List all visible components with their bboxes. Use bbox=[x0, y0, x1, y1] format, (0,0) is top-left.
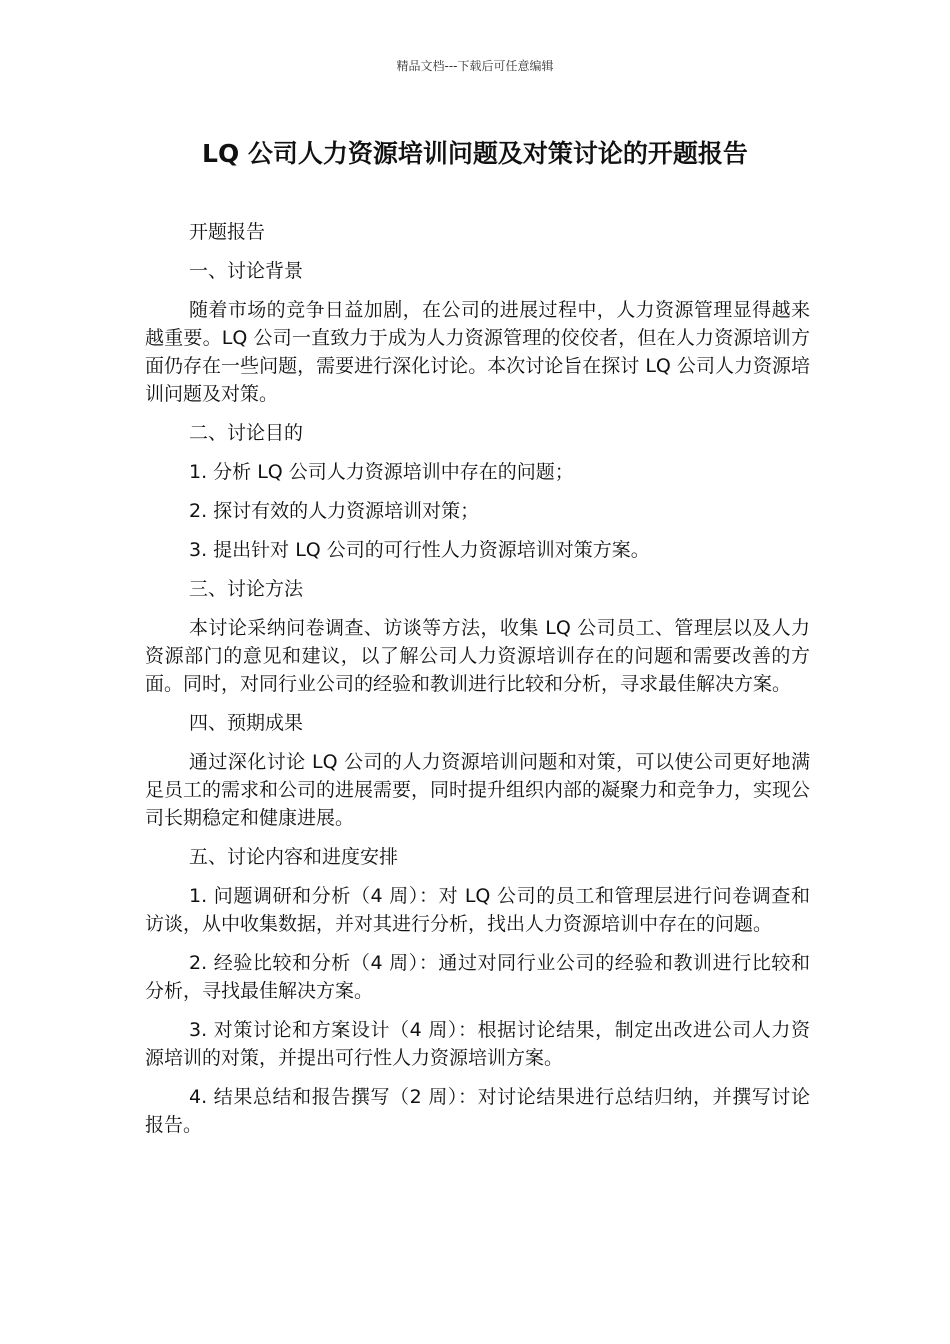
list-item-purpose-2: 2. 探讨有效的人力资源培训对策； bbox=[189, 500, 480, 522]
section-heading-method: 三、讨论方法 bbox=[189, 578, 304, 600]
schedule-item-2: 2. 经验比较和分析（4 周）：通过对同行业公司的经验和教训进行比较和分析，寻找最佳解决方案。 bbox=[145, 952, 810, 1002]
list-item-purpose-1: 1. 分析 LQ 公司人力资源培训中存在的问题； bbox=[189, 461, 574, 483]
section-heading-purpose: 二、讨论目的 bbox=[189, 422, 304, 444]
document-title: LQ 公司人力资源培训问题及对策讨论的开题报告 bbox=[202, 139, 748, 168]
document-body bbox=[145, 218, 810, 1150]
paragraph-method: 本讨论采纳问卷调查、访谈等方法，收集 LQ 公司员工、管理层以及人力资源部门的意见和建议，以了解公司人力资源培训存在的问题和需要改善的方面。同时，对同行业公司的经验和教训进行比较和分析，寻求最佳解决方案。 bbox=[145, 617, 810, 695]
schedule-item-1: 1. 问题调研和分析（4 周）：对 LQ 公司的员工和管理层进行问卷调查和访谈，从中收集数据，并对其进行分析，找出人力资源培训中存在的问题。 bbox=[145, 885, 810, 935]
page-header: 精品文档---下载后可任意编辑 bbox=[396, 59, 554, 73]
paragraph-background: 随着市场的竞争日益加剧，在公司的进展过程中，人力资源管理显得越来越重要。LQ 公司一直致力于成为人力资源管理的佼佼者，但在人力资源培训方面仍存在一些问题，需要进行深化讨论。本次讨论旨在探讨 LQ 公司人力资源培训问题及对策。 bbox=[145, 299, 810, 405]
section-heading-outcomes: 四、预期成果 bbox=[189, 712, 304, 734]
paragraph-outcomes: 通过深化讨论 LQ 公司的人力资源培训问题和对策，可以使公司更好地满足员工的需求和公司的进展需要，同时提升组织内部的凝聚力和竞争力，实现公司长期稳定和健康进展。 bbox=[145, 751, 811, 829]
list-item-purpose-3: 3. 提出针对 LQ 公司的可行性人力资源培训对策方案。 bbox=[189, 539, 650, 561]
section-label-report: 开题报告 bbox=[189, 221, 266, 243]
section-heading-schedule: 五、讨论内容和进度安排 bbox=[189, 846, 399, 868]
schedule-item-3: 3. 对策讨论和方案设计（4 周）：根据讨论结果，制定出改进公司人力资源培训的对策，并提出可行性人力资源培训方案。 bbox=[145, 1019, 810, 1069]
section-heading-background: 一、讨论背景 bbox=[189, 260, 304, 282]
schedule-item-4: 4. 结果总结和报告撰写（2 周）：对讨论结果进行总结归纳，并撰写讨论报告。 bbox=[145, 1086, 810, 1136]
